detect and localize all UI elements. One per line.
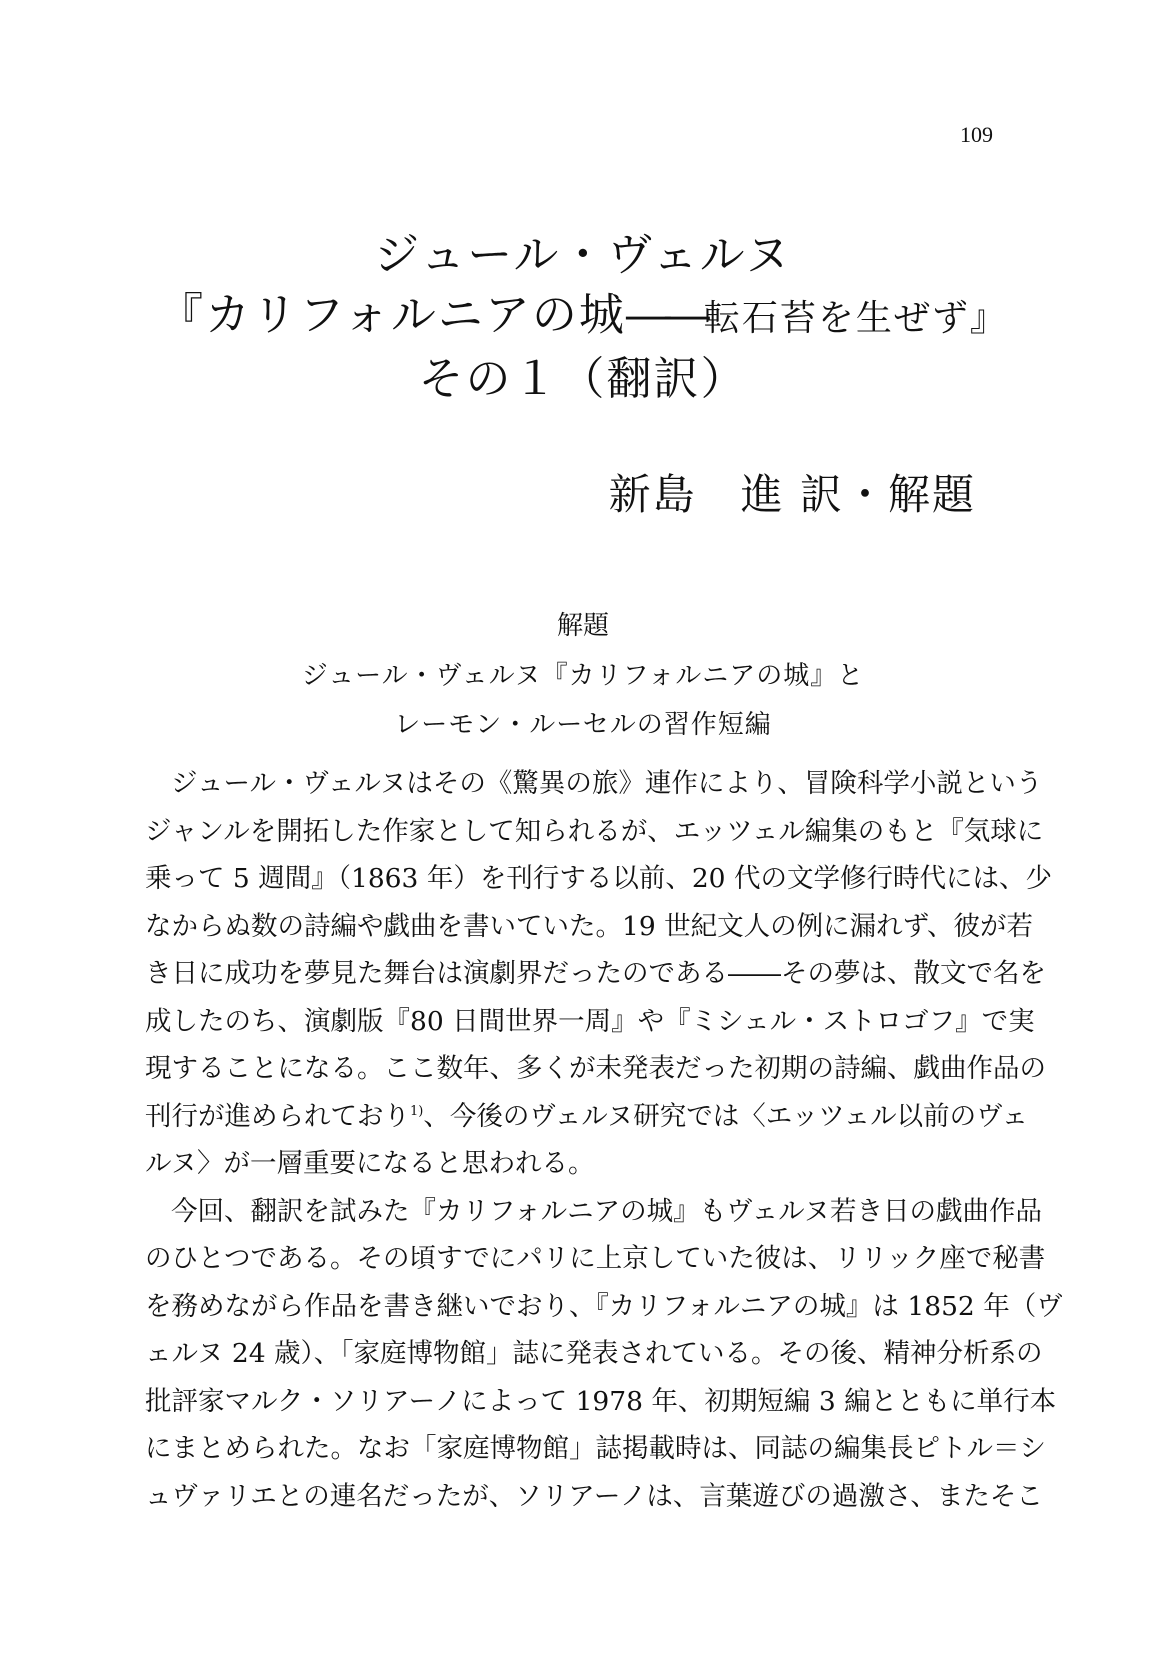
text-line: にまとめられた。なお「家庭博物館」誌掲載時は、同誌の編集長ピトル＝シ: [145, 1433, 1046, 1464]
text-line: のひとつである。その頃すでにパリに上京していた彼は、リリック座で秘書: [145, 1243, 1046, 1274]
paragraph-1: [145, 760, 1052, 1188]
text-line: 現することになる。ここ数年、多くが未発表だった初期の詩編、戯曲作品の: [145, 1053, 1046, 1084]
section-subtitle-line-1: ジュール・ヴェルヌ『カリフォルニアの城』と: [301, 661, 865, 691]
text-line: 乗って 5 週間』（1863 年）を刊行する以前、20 代の文学修行時代には、少: [145, 863, 1052, 894]
text-line: を務めながら作品を書き継いでおり、『カリフォルニアの城』は 1852 年（ヴ: [145, 1290, 1063, 1322]
text-line: ジャンルを開拓した作家として知られるが、エッツェル編集のもと『気球に: [145, 815, 1044, 847]
text-fragment: 刊行が進められており: [145, 1100, 410, 1132]
title-line-3: その１（翻訳）: [418, 352, 748, 405]
text-line: ェルヌ 24 歳）、「家庭博物館」誌に発表されている。その後、精神分析系の: [145, 1338, 1043, 1369]
page-number: 109: [960, 122, 993, 147]
text-line: 成したのち、演劇版『80 日間世界一周』や『ミシェル・ストロゴフ』で実: [145, 1005, 1035, 1037]
text-line: なからぬ数の詩編や戯曲を書いていた。19 世紀文人の例に漏れず、彼が若: [145, 910, 1034, 942]
text-line: [145, 1093, 1029, 1141]
title-subtitle: 転石苔を生ぜず』: [703, 298, 1008, 339]
text-line: 今回、翻訳を試みた『カリフォルニアの城』もヴェルヌ若き日の戯曲作品: [171, 1195, 1043, 1227]
title-line-1: ジュール・ヴェルヌ: [374, 228, 792, 281]
footnote-marker: 1): [410, 1103, 424, 1119]
paragraph-2: [145, 1188, 1063, 1521]
text-line: 批評家マルク・ソリアーノによって 1978 年、初期短編 3 編とともに単行本: [145, 1385, 1057, 1417]
text-line: ジュール・ヴェルヌはその《驚異の旅》連作により、冒険科学小説という: [171, 768, 1043, 799]
text-line: ルヌ〉が一層重要になると思われる。: [145, 1148, 595, 1179]
text-line: き日に成功を夢見た舞台は演劇界だったのである――その夢は、散文で名を: [145, 958, 1046, 989]
text-fragment: 、今後のヴェルヌ研究では〈エッツェル以前のヴェ: [423, 1100, 1029, 1132]
section-subtitle-line-2: レーモン・ルーセルの習作短編: [394, 710, 772, 740]
section-heading: 解題: [556, 611, 609, 641]
title-main: 『カリフォルニアの城: [158, 288, 626, 341]
article-title: [0, 225, 1166, 409]
text-line: ュヴァリエとの連名だったが、ソリアーノは、言葉遊びの過激さ、またそこ: [145, 1480, 1043, 1512]
author-credit: 新島 進 訳・解題: [608, 470, 976, 519]
title-dash: ――: [625, 288, 704, 341]
title-line-2: [0, 285, 1166, 349]
body-text: [145, 760, 1063, 1520]
